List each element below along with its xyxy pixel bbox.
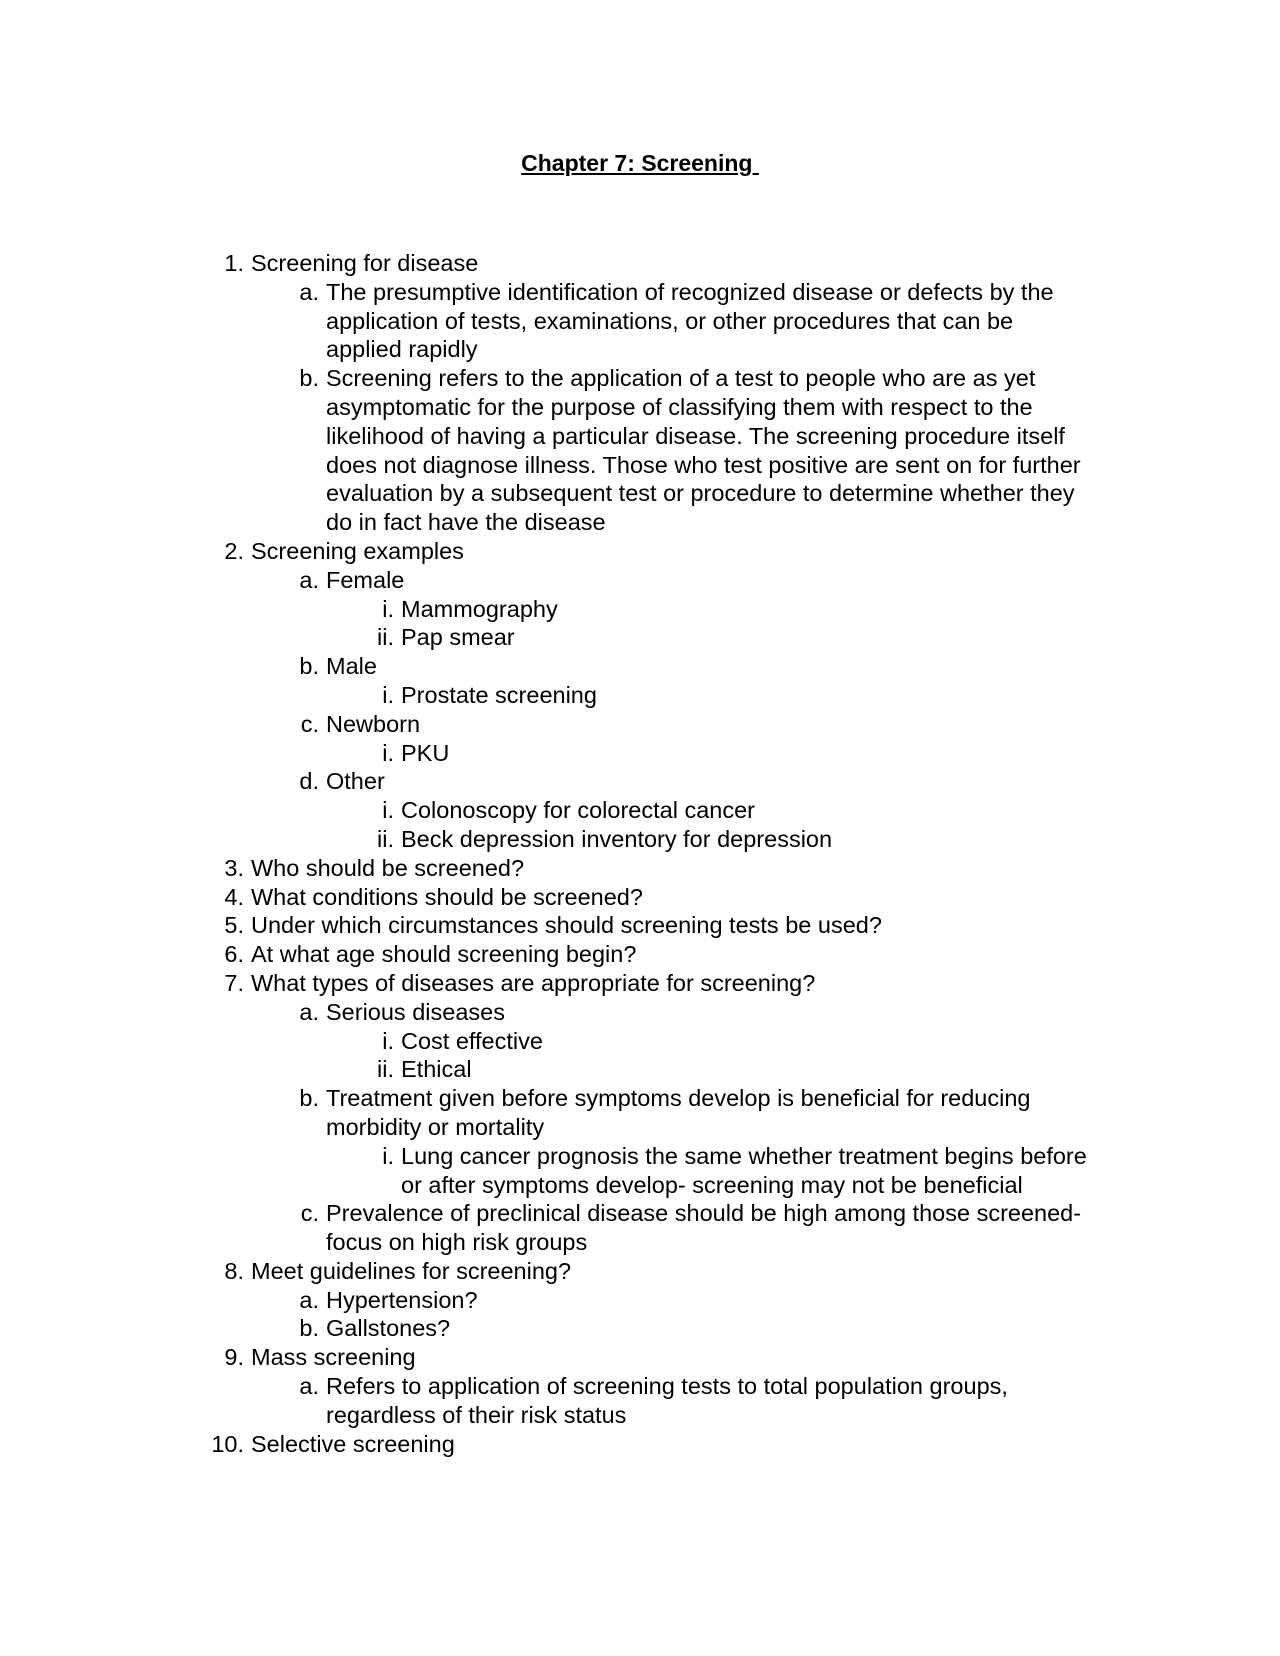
list-item-text: Newborn [326, 710, 421, 737]
list-marker: 6. [224, 941, 244, 968]
list-item-text: Screening for disease [251, 250, 479, 276]
list-item-text: Other [326, 768, 385, 795]
list-item-text: Cost effective [401, 1027, 543, 1054]
outline-item-level-2 [0, 278, 1280, 364]
list-item-text: Meet guidelines for screening? [251, 1257, 572, 1284]
list-item-text: Treatment given before symptoms develop is beneficial for reducing morbidity or mortality [326, 1085, 1031, 1140]
list-marker: a. [299, 998, 319, 1025]
list-marker: i. [382, 797, 394, 824]
list-marker: 10. [211, 1430, 244, 1457]
outline-item-level-2 [0, 1286, 1280, 1315]
list-item-text: What conditions should be screened? [251, 883, 643, 910]
list-item-text: Pap smear [401, 624, 515, 651]
list-item-text: Screening examples [251, 537, 464, 564]
list-marker: b. [299, 1085, 319, 1112]
outline-item-level-3 [0, 681, 1280, 710]
list-marker: i. [382, 681, 394, 708]
list-marker: i. [382, 739, 394, 766]
list-item-text: Refers to application of screening tests to total population groups, regardless of their risk status [326, 1373, 1008, 1428]
outline-item-level-1 [0, 1343, 1280, 1372]
list-item-text: Screening refers to the application of a test to people who are as yet asymptomatic for the purpose of classifying them with respect to the likelihood of having a particular disease. The screening procedure itself does not diagnose illness. Those who test positive are sent on for further evaluation by a subsequent test or procedure to determine whether they do in fact have the disease [326, 365, 1081, 536]
list-marker: 9. [224, 1344, 244, 1371]
list-marker: ii. [377, 825, 394, 852]
list-marker: 1. [224, 250, 244, 276]
list-item-text: Under which circumstances should screening tests be used? [251, 912, 882, 939]
list-marker: a. [299, 278, 319, 305]
outline-item-level-1 [0, 969, 1280, 998]
outline-item-level-1 [0, 883, 1280, 912]
list-item-text: Ethical [401, 1056, 472, 1083]
list-item-text: PKU [401, 739, 450, 766]
outline-item-level-2 [0, 767, 1280, 796]
outline-item-level-1 [0, 940, 1280, 969]
list-item-text: Lung cancer prognosis the same whether treatment begins before or after symptoms develop- screening may not be beneficial [401, 1142, 1087, 1198]
list-marker: 2. [224, 537, 244, 564]
outline-list [0, 249, 1280, 1458]
list-marker: i. [382, 595, 394, 622]
outline-item-level-2 [0, 652, 1280, 681]
list-item-text: What types of diseases are appropriate for screening? [251, 969, 816, 996]
page-title: Chapter 7: Screening [521, 150, 759, 176]
list-item-text: Selective screening [251, 1430, 455, 1457]
list-marker: ii. [377, 1056, 394, 1083]
outline-item-level-3 [0, 623, 1280, 652]
outline-item-level-2 [0, 566, 1280, 595]
list-item-text: Male [326, 653, 377, 680]
outline-item-level-1 [0, 911, 1280, 940]
list-marker: c. [300, 1200, 319, 1227]
outline-item-level-3 [0, 1027, 1280, 1056]
list-item-text: At what age should screening begin? [251, 941, 637, 968]
outline-item-level-3 [0, 796, 1280, 825]
list-item-text: Prostate screening [401, 681, 597, 708]
outline-item-level-1 [0, 854, 1280, 883]
list-marker: a. [299, 1286, 319, 1313]
outline-item-level-2 [0, 1314, 1280, 1343]
list-marker: b. [299, 365, 319, 392]
list-item-text: Who should be screened? [251, 854, 525, 881]
list-item-text: Colonoscopy for colorectal cancer [401, 797, 755, 824]
outline-item-level-3 [0, 739, 1280, 768]
outline-item-level-2 [0, 1199, 1280, 1257]
outline-item-level-3 [0, 1055, 1280, 1084]
list-marker: c. [300, 710, 319, 737]
list-item-text: Mass screening [251, 1344, 416, 1371]
list-item-text: The presumptive identification of recognized disease or defects by the application of tests, examinations, or other procedures that can be applied rapidly [326, 278, 1054, 363]
list-item-text: Hypertension? [326, 1286, 478, 1313]
outline-item-level-2 [0, 1372, 1280, 1430]
list-marker: ii. [377, 624, 394, 651]
outline-item-level-1 [0, 537, 1280, 566]
list-marker: 4. [224, 883, 244, 910]
outline-item-level-3 [0, 825, 1280, 854]
outline-item-level-2 [0, 364, 1280, 537]
list-marker: 3. [224, 854, 244, 881]
list-marker: 5. [224, 912, 244, 939]
list-item-text: Mammography [401, 595, 558, 622]
list-marker: b. [299, 653, 319, 680]
list-marker: i. [382, 1142, 394, 1169]
list-item-text: Beck depression inventory for depression [401, 825, 833, 852]
list-marker: a. [299, 566, 319, 593]
list-marker: a. [299, 1373, 319, 1400]
list-marker: d. [299, 768, 319, 795]
outline-item-level-3 [0, 595, 1280, 624]
list-marker: b. [299, 1315, 319, 1342]
outline-item-level-1 [0, 1257, 1280, 1286]
list-item-text: Prevalence of preclinical disease should be high among those screened- focus on high risk groups [326, 1200, 1082, 1256]
list-marker: 8. [224, 1257, 244, 1284]
list-item-text: Serious diseases [326, 998, 505, 1025]
outline-item-level-2 [0, 1084, 1280, 1142]
outline-item-level-2 [0, 710, 1280, 739]
list-marker: i. [382, 1027, 394, 1054]
list-marker: 7. [224, 969, 244, 996]
outline-item-level-1 [0, 249, 1280, 278]
list-item-text: Gallstones? [326, 1315, 451, 1342]
outline-item-level-3 [0, 1142, 1280, 1200]
outline-item-level-1 [0, 1430, 1280, 1459]
list-item-text: Female [326, 566, 405, 593]
outline-item-level-2 [0, 998, 1280, 1027]
